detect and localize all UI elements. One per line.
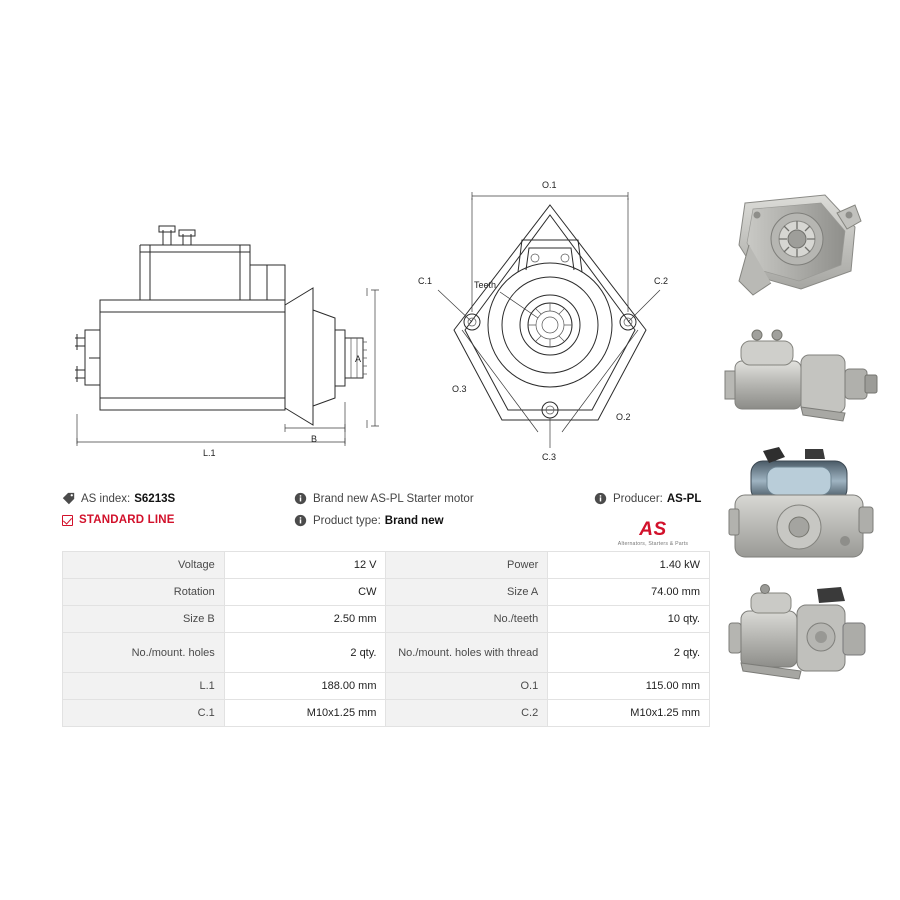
producer-field <box>594 492 710 505</box>
product-type-field <box>294 514 594 527</box>
info-icon <box>594 492 607 505</box>
spec-key: Size A <box>386 579 548 606</box>
dim-label-o1: O.1 <box>542 180 557 190</box>
product-type-value: Brand new <box>384 514 444 527</box>
starter-motor-photo-rear <box>705 575 895 703</box>
producer-value: AS-PL <box>666 492 702 505</box>
info-line-1 <box>62 492 710 505</box>
spec-key: Size B <box>63 606 225 633</box>
label-teeth: Teeth <box>474 280 497 290</box>
spec-value: CW <box>224 579 386 606</box>
spec-key: Power <box>386 552 548 579</box>
label-c3: C.3 <box>542 452 557 462</box>
info-line-2 <box>62 514 710 547</box>
tag-icon <box>62 492 75 505</box>
spec-key: No./mount. holes <box>63 633 225 673</box>
spec-value: 115.00 mm <box>548 673 710 700</box>
spec-value: 12 V <box>224 552 386 579</box>
technical-drawings <box>0 160 700 480</box>
producer-label: Producer: <box>613 492 663 505</box>
product-photo-gallery <box>700 185 900 705</box>
spec-value: 2.50 mm <box>224 606 386 633</box>
product-description <box>294 492 594 505</box>
info-icon <box>294 514 307 527</box>
label-c1: C.1 <box>418 276 433 286</box>
standard-line-badge <box>62 514 294 526</box>
dim-label-o2: O.2 <box>616 412 631 422</box>
as-index-field <box>62 492 294 505</box>
table-row <box>63 633 710 673</box>
spec-key: O.1 <box>386 673 548 700</box>
spec-value: 1.40 kW <box>548 552 710 579</box>
spec-value: 74.00 mm <box>548 579 710 606</box>
side-view-drawing <box>45 170 385 470</box>
spec-key: No./teeth <box>386 606 548 633</box>
product-type-label: Product type: <box>313 514 381 527</box>
info-icon <box>294 492 307 505</box>
check-icon <box>62 515 73 526</box>
front-view-drawing <box>410 170 690 470</box>
as-pl-logo-subtitle: Alternators, Starters & Parts <box>617 541 689 547</box>
spec-key: C.1 <box>63 700 225 727</box>
as-pl-logo <box>598 520 708 547</box>
starter-motor-photo-top <box>705 185 895 313</box>
spec-key: Voltage <box>63 552 225 579</box>
label-c2: C.2 <box>654 276 669 286</box>
dim-label-a: A <box>355 354 362 364</box>
product-description-text: Brand new AS-PL Starter motor <box>313 492 474 505</box>
as-pl-logo-text: AS <box>639 519 667 540</box>
spec-value: 10 qty. <box>548 606 710 633</box>
table-row <box>63 606 710 633</box>
standard-line-label: STANDARD LINE <box>79 514 175 526</box>
product-info-row <box>62 492 710 547</box>
spec-value: 2 qty. <box>548 633 710 673</box>
spec-value: 2 qty. <box>224 633 386 673</box>
dim-label-l1: L.1 <box>203 448 216 458</box>
spec-key: L.1 <box>63 673 225 700</box>
starter-motor-photo-solenoid <box>705 445 895 573</box>
dim-label-b: B <box>311 434 318 444</box>
table-row <box>63 552 710 579</box>
table-row <box>63 673 710 700</box>
as-index-value: S6213S <box>134 492 176 505</box>
spec-key: Rotation <box>63 579 225 606</box>
dim-label-o3: O.3 <box>452 384 467 394</box>
specifications-table <box>62 551 710 727</box>
starter-motor-photo-side <box>705 315 895 443</box>
spec-key: No./mount. holes with thread <box>386 633 548 673</box>
as-index-label: AS index: <box>81 492 131 505</box>
spec-value: 188.00 mm <box>224 673 386 700</box>
spec-value: M10x1.25 mm <box>224 700 386 727</box>
table-row <box>63 700 710 727</box>
table-row <box>63 579 710 606</box>
spec-key: C.2 <box>386 700 548 727</box>
spec-value: M10x1.25 mm <box>548 700 710 727</box>
